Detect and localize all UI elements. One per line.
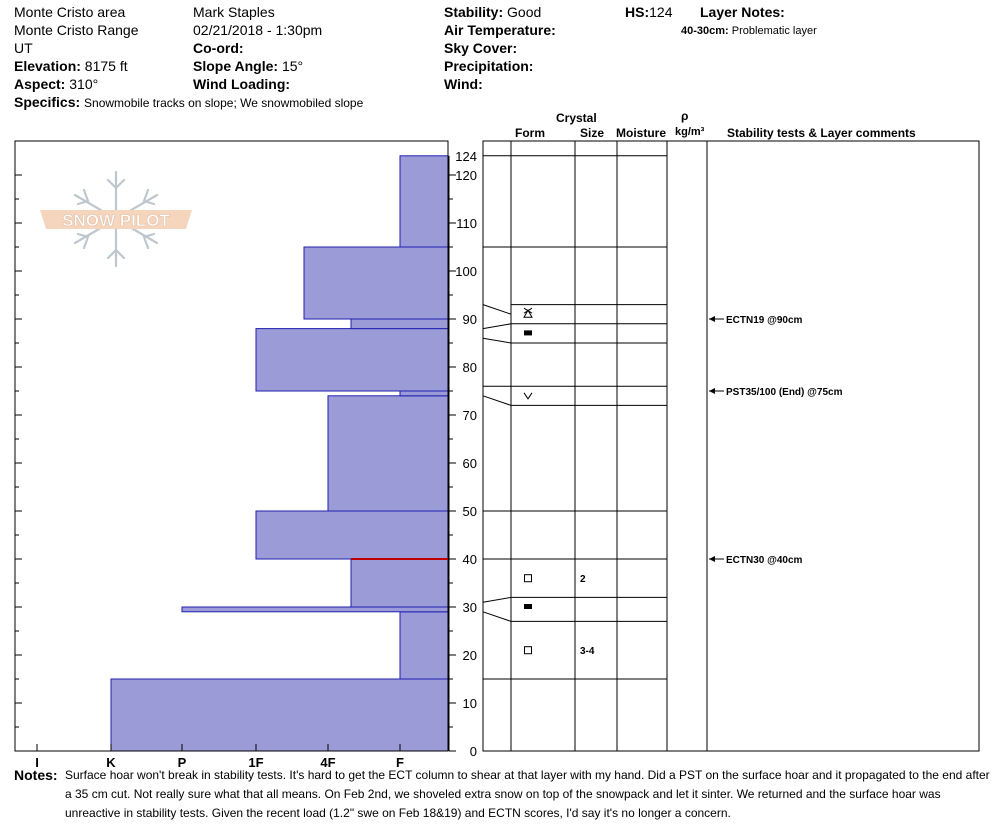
range-name: Monte Cristo Range xyxy=(14,22,139,38)
test-label-1: PST35/100 (End) @75cm xyxy=(726,387,843,398)
crystal-symbol-1 xyxy=(524,330,532,335)
slope-angle-value: 15° xyxy=(281,58,304,74)
hs-label: HS: xyxy=(625,4,650,20)
hardness-label-I: I xyxy=(35,755,39,770)
ice-layer-icon xyxy=(524,604,532,609)
surface-hoar-icon xyxy=(524,393,532,399)
hardness-bar-1 xyxy=(400,612,448,679)
crystal-symbol-2 xyxy=(524,393,532,399)
layer-connector-1 xyxy=(483,324,511,329)
wind-loading-label: Wind Loading: xyxy=(193,76,291,92)
elevation-value: 8175 ft xyxy=(84,58,128,74)
state-name: UT xyxy=(14,40,33,56)
hardness-bar-9 xyxy=(304,247,448,319)
depth-label-120: 120 xyxy=(455,168,477,183)
depth-label-80: 80 xyxy=(462,360,477,375)
hardness-bar-7 xyxy=(256,329,448,391)
snowpilot-logo xyxy=(40,172,192,266)
depth-label-0: 0 xyxy=(469,744,477,759)
hardness-bar-2 xyxy=(182,607,448,612)
hardness-bars xyxy=(111,156,448,751)
test-arrow-icon-2 xyxy=(709,556,715,562)
stability-comments-header: Stability tests & Layer comments xyxy=(727,126,916,140)
depth-label-70: 70 xyxy=(462,408,477,423)
stability-label: Stability: xyxy=(444,4,504,20)
slope-angle-label: Slope Angle: xyxy=(193,58,279,74)
stability-test-markers xyxy=(709,315,843,566)
elevation-label: Elevation: xyxy=(14,58,81,74)
crystal-symbol-5 xyxy=(525,647,532,654)
left-depth-ticks xyxy=(15,175,22,751)
depth-label-50: 50 xyxy=(462,504,477,519)
depth-label-90: 90 xyxy=(462,312,477,327)
depth-label-110: 110 xyxy=(456,216,477,231)
depth-label-30: 30 xyxy=(462,600,477,615)
depth-label-40: 40 xyxy=(462,552,477,567)
layer-note-text: Problematic layer xyxy=(731,25,817,37)
form-header: Form xyxy=(515,126,545,140)
test-arrow-icon-1 xyxy=(709,388,715,394)
layer-connector-0 xyxy=(483,305,511,315)
hardness-bar-6 xyxy=(400,391,448,396)
hardness-bar-10 xyxy=(400,156,448,247)
layer-connector-2 xyxy=(483,338,511,343)
ice-layer-icon xyxy=(524,330,532,335)
area-name: Monte Cristo area xyxy=(14,4,126,20)
depth-label-10: 10 xyxy=(462,696,477,711)
hardness-label-P: P xyxy=(177,755,187,770)
aspect-label: Aspect: xyxy=(14,76,66,92)
layer-notes-label: Layer Notes: xyxy=(700,4,785,20)
moisture-header: Moisture xyxy=(616,126,667,140)
depth-scale xyxy=(449,149,477,759)
sky-cover-label: Sky Cover: xyxy=(444,40,518,56)
depth-label-100: 100 xyxy=(455,264,477,279)
test-label-0: ECTN19 @90cm xyxy=(726,315,803,326)
specifics-value: Snowmobile tracks on slope; We snowmobiled slope xyxy=(84,96,364,110)
depth-label-124: 124 xyxy=(455,148,477,164)
wind-label: Wind: xyxy=(444,76,483,92)
logo-text: SNOW PILOT xyxy=(62,211,170,230)
observation-datetime: 02/21/2018 - 1:30pm xyxy=(193,22,323,38)
layer-table-frame xyxy=(483,141,707,751)
faceted-crystal-icon xyxy=(525,647,532,654)
hardness-bar-5 xyxy=(328,396,448,511)
size-header: Size xyxy=(580,126,605,140)
test-arrow-icon-0 xyxy=(709,316,715,322)
layer-connector-6 xyxy=(483,612,511,622)
crystal-symbol-4 xyxy=(524,604,532,609)
air-temperature-label: Air Temperature: xyxy=(444,22,556,38)
hardness-bar-0 xyxy=(111,679,448,751)
hardness-label-K: K xyxy=(106,755,116,770)
notes-text: Surface hoar won't break in stability tests. It's hard to get the ECT column to shear at that layer with my hand. Did a PST on the surface hoar and it propagated to the end after a 35 cm cut. Not really sure what that all means. On Feb 2nd, we shoveled extra snow on top of the snowpack and let it sinter. We returned and the surface hoar was unreactive in stability tests. Given the recent load (1.2" swe on Feb 18&19) and ECTN scores, I'd say it's no longer a concern. xyxy=(65,768,990,820)
depth-label-20: 20 xyxy=(462,648,477,663)
notes-label: Notes: xyxy=(14,767,58,783)
faceted-crystal-icon xyxy=(525,575,532,582)
hs-value: 124 xyxy=(649,4,673,20)
crystal-symbol-0 xyxy=(524,308,532,317)
depth-hoar-icon xyxy=(524,308,532,317)
crystal-size-3: 2 xyxy=(580,574,586,586)
comments-panel xyxy=(707,141,979,751)
density-unit-header: kg/m³ xyxy=(675,126,705,138)
specifics-label: Specifics: xyxy=(14,94,81,110)
hardness-label-F: F xyxy=(396,755,404,770)
crystal-size-5: 3-4 xyxy=(580,646,595,658)
observer-name: Mark Staples xyxy=(193,4,275,20)
coord-label: Co-ord: xyxy=(193,40,244,56)
depth-label-60: 60 xyxy=(462,456,477,471)
hardness-bar-8 xyxy=(351,319,448,329)
hardness-label-1F: 1F xyxy=(248,755,264,770)
rho-header: ρ xyxy=(681,109,689,123)
layer-crystal-symbols xyxy=(524,308,595,657)
hardness-label-4F: 4F xyxy=(320,755,336,770)
stability-value: Good xyxy=(507,4,542,20)
crystal-header: Crystal xyxy=(556,111,597,125)
layer-note-depth: 40-30cm: xyxy=(681,25,729,37)
layer-connector-4 xyxy=(483,396,511,406)
layer-connector-5 xyxy=(483,597,511,602)
crystal-symbol-3 xyxy=(525,575,532,582)
hardness-bar-3 xyxy=(351,559,448,607)
hardness-bar-4 xyxy=(256,511,448,559)
aspect-value: 310° xyxy=(69,76,99,92)
test-label-2: ECTN30 @40cm xyxy=(726,555,803,566)
precipitation-label: Precipitation: xyxy=(444,58,534,74)
